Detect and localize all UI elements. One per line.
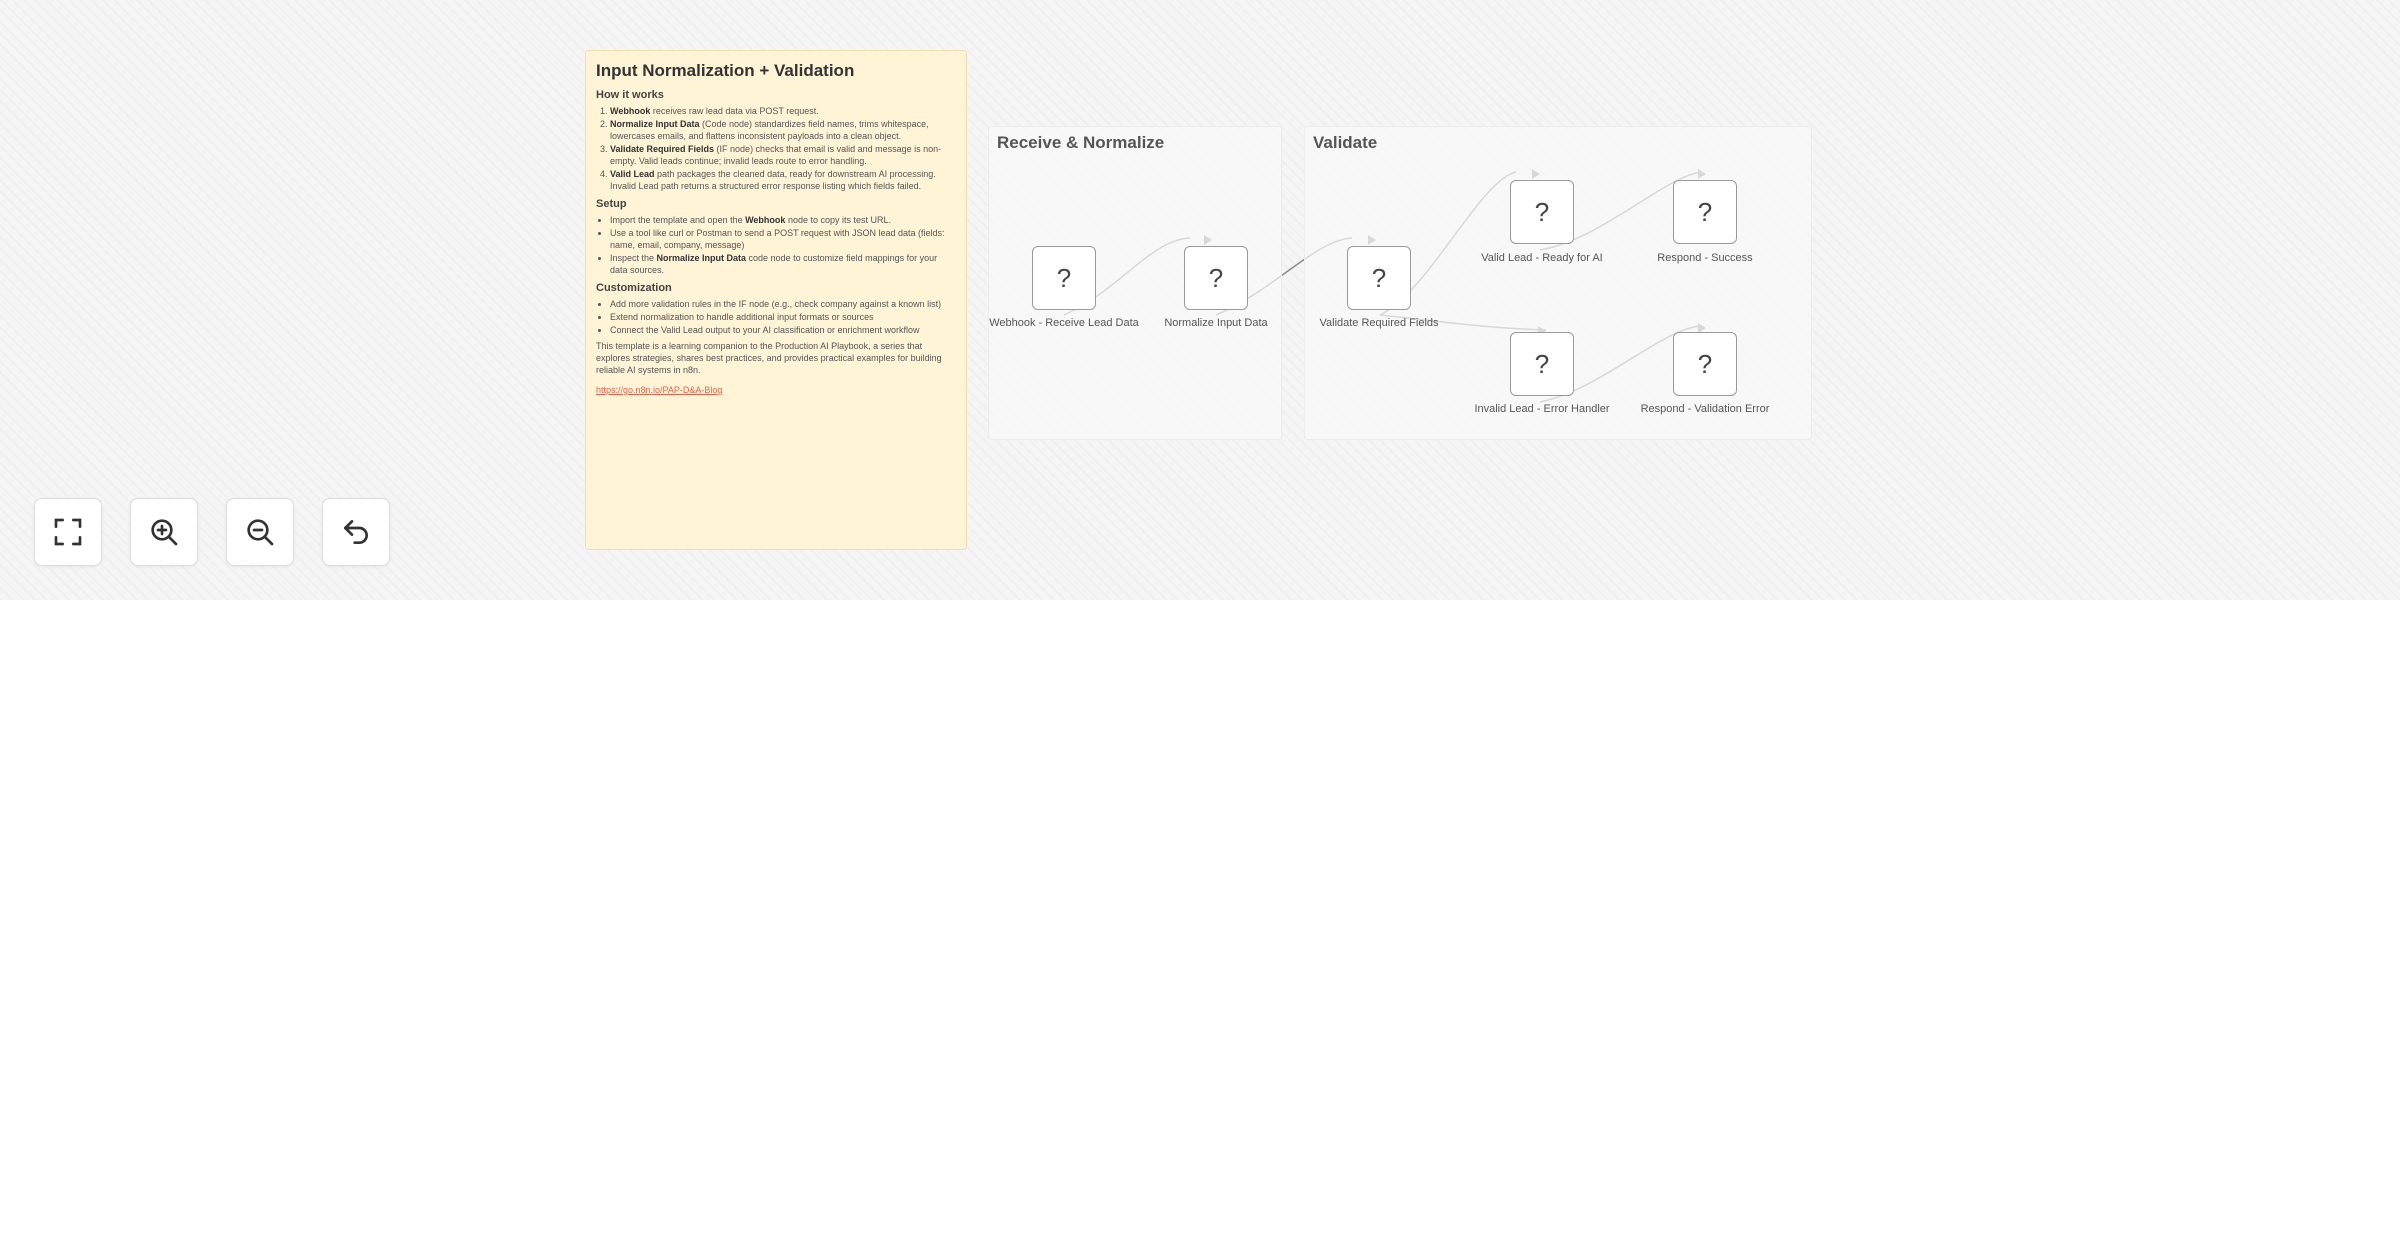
customization-list bbox=[596, 298, 956, 336]
unknown-node-icon: ? bbox=[1697, 348, 1713, 379]
customization-item: • Connect the Valid Lead output to your AI classification or enrichment workflow bbox=[610, 324, 956, 336]
node-validate-fields[interactable] bbox=[1347, 246, 1411, 310]
sticky-note[interactable] bbox=[585, 50, 967, 550]
group-title: Receive & Normalize bbox=[997, 133, 1165, 152]
unknown-node-icon: ? bbox=[1534, 348, 1550, 379]
sticky-footer: This template is a learning companion to the Production AI Playbook, a series that explores strategies, shares best practices, and provides practical examples for building reliable AI systems in n8n. bbox=[596, 341, 942, 375]
node-valid-lead[interactable] bbox=[1510, 180, 1574, 244]
how-item: 1. Webhook receives raw lead data via POST request. bbox=[610, 105, 956, 117]
fullscreen-icon bbox=[52, 516, 84, 548]
unknown-node-icon: ? bbox=[1534, 196, 1550, 227]
reset-zoom-button[interactable] bbox=[322, 498, 390, 566]
node-webhook[interactable] bbox=[1032, 246, 1096, 310]
playbook-link[interactable]: https://go.n8n.io/PAP-D&A-Blog bbox=[596, 385, 723, 395]
sticky-title: Input Normalization + Validation bbox=[596, 61, 855, 80]
workflow-canvas[interactable] bbox=[0, 0, 2400, 600]
zoom-in-icon bbox=[148, 516, 180, 548]
setup-item: • Import the template and open the Webhook node to copy its test URL. bbox=[610, 214, 956, 226]
customization-heading: Customization bbox=[596, 282, 672, 294]
fit-view-button[interactable] bbox=[34, 498, 102, 566]
node-invalid-lead[interactable] bbox=[1510, 332, 1574, 396]
node-label-normalize: Normalize Input Data bbox=[1164, 317, 1268, 329]
zoom-in-button[interactable] bbox=[130, 498, 198, 566]
node-label-validate-fields: Validate Required Fields bbox=[1319, 317, 1439, 329]
how-heading: How it works bbox=[596, 89, 664, 101]
setup-heading: Setup bbox=[596, 198, 627, 210]
zoom-out-button[interactable] bbox=[226, 498, 294, 566]
node-respond-error[interactable] bbox=[1673, 332, 1737, 396]
how-list bbox=[596, 105, 956, 192]
node-label-invalid-lead: Invalid Lead - Error Handler bbox=[1474, 403, 1610, 415]
zoom-out-icon bbox=[244, 516, 276, 548]
node-label-respond-success: Respond - Success bbox=[1657, 252, 1753, 264]
group-title: Validate bbox=[1313, 133, 1378, 152]
node-normalize[interactable] bbox=[1184, 246, 1248, 310]
setup-item: • Use a tool like curl or Postman to send a POST request with JSON lead data (fields: name, email, company, message) bbox=[610, 227, 956, 251]
node-label-respond-error: Respond - Validation Error bbox=[1640, 403, 1770, 415]
setup-item: • Inspect the Normalize Input Data code node to customize field mappings for your data sources. bbox=[610, 252, 956, 276]
unknown-node-icon: ? bbox=[1697, 196, 1713, 227]
customization-item: • Add more validation rules in the IF node (e.g., check company against a known list) bbox=[610, 298, 956, 310]
unknown-node-icon: ? bbox=[1208, 262, 1224, 293]
unknown-node-icon: ? bbox=[1056, 262, 1072, 293]
how-item: 3. Validate Required Fields (IF node) checks that email is valid and message is non-empty. Valid leads continue; invalid leads route to error handling. bbox=[610, 143, 956, 167]
node-respond-success[interactable] bbox=[1673, 180, 1737, 244]
undo-icon bbox=[340, 516, 372, 548]
how-item: 4. Valid Lead path packages the cleaned data, ready for downstream AI processing. Invalid Lead path returns a structured error response listing which fields failed. bbox=[610, 168, 956, 192]
how-item: 2. Normalize Input Data (Code node) standardizes field names, trims whitespace, lowercases emails, and flattens inconsistent payloads into a clean object. bbox=[610, 118, 956, 142]
node-label-valid-lead: Valid Lead - Ready for AI bbox=[1481, 252, 1603, 264]
customization-item: • Extend normalization to handle additional input formats or sources bbox=[610, 311, 956, 323]
unknown-node-icon: ? bbox=[1371, 262, 1387, 293]
node-label-webhook: Webhook - Receive Lead Data bbox=[989, 317, 1139, 329]
setup-list bbox=[596, 214, 956, 276]
